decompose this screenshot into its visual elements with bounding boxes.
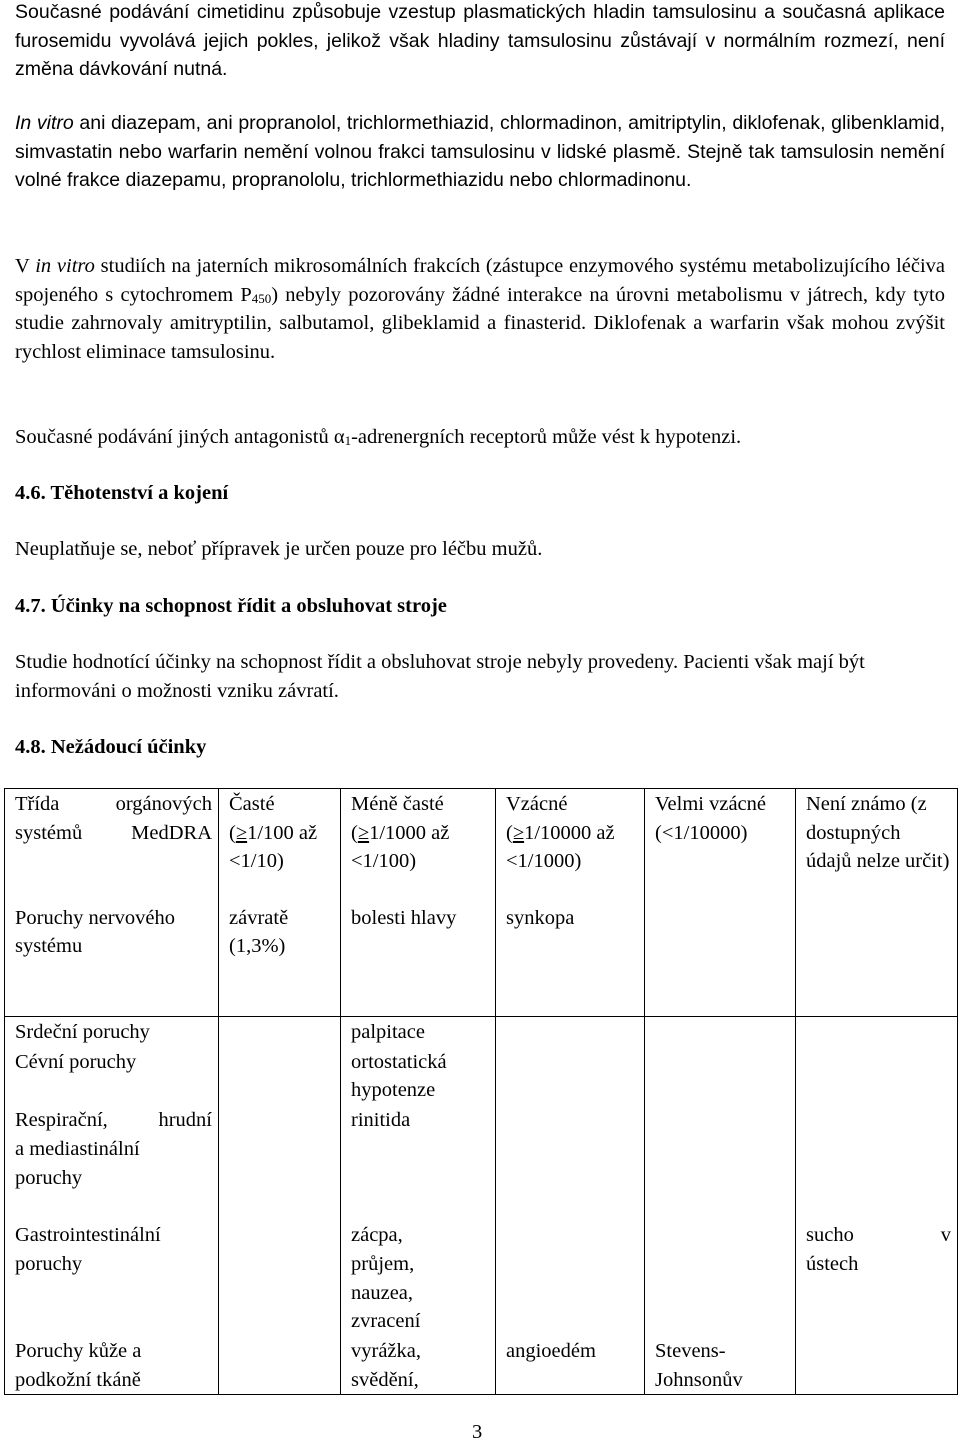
paragraph-microsomal bbox=[15, 252, 945, 367]
table-row bbox=[5, 903, 958, 1017]
cell-empty bbox=[219, 1336, 341, 1395]
ge-symbol: ≥ bbox=[512, 821, 525, 844]
cell-text: 1/1000 až <1/100) bbox=[351, 821, 450, 873]
cell-empty bbox=[219, 1017, 341, 1047]
cell-text: sucho bbox=[806, 1224, 854, 1247]
paragraph-in-vitro-binding bbox=[15, 109, 945, 195]
header-organ-class bbox=[5, 789, 219, 903]
paragraph-pregnancy: Neuplatňuje se, neboť přípravek je určen pouze pro léčbu mužů. bbox=[15, 538, 543, 560]
cell-text: 1/100 až <1/10) bbox=[229, 821, 318, 873]
section-heading-adverse-effects: 4.8. Nežádoucí účinky bbox=[15, 736, 207, 758]
cell-empty bbox=[645, 1047, 796, 1105]
paragraph-driving: Studie hodnotící účinky na schopnost řídit a obsluhovat stroje nebyly provedeny. Pacienti však mají být informováni o možnosti vzniku závratí. bbox=[15, 651, 865, 702]
header-very-rare: Velmi vzácné (<1/10000) bbox=[645, 789, 796, 903]
cell-empty bbox=[796, 1336, 958, 1395]
paragraph-text: V bbox=[15, 255, 36, 277]
cell-empty bbox=[796, 903, 958, 1017]
cell-text: 1/10000 až <1/1000) bbox=[506, 821, 615, 873]
cell-empty bbox=[496, 1220, 645, 1336]
cell-gi-uncommon: zácpa, průjem, nauzea, zvracení bbox=[341, 1220, 496, 1336]
cell-nervous-common: závratě (1,3%) bbox=[219, 903, 341, 1017]
adverse-effects-table bbox=[4, 788, 958, 1395]
cell-text: Vzácné bbox=[506, 793, 568, 815]
cell-empty bbox=[796, 1047, 958, 1105]
cell-empty bbox=[645, 903, 796, 1017]
table-row bbox=[5, 1220, 958, 1336]
paragraph-text: ani diazepam, ani propranolol, trichlormethiazid, chlormadinon, amitriptylin, diklofenak, glibenklamid, simvastatin nebo warfarin nemění volnou frakci tamsulosinu v lidské plasmě. Stejně tak tamsulosin nemění volné frakce diazepamu, propranololu, trichlormethiazidu nebo chlormadinonu. bbox=[15, 112, 945, 192]
cell-text: Méně časté bbox=[351, 793, 444, 815]
subscript: 450 bbox=[251, 290, 272, 306]
table-row bbox=[5, 1105, 958, 1220]
cell-empty bbox=[645, 1220, 796, 1336]
cell-vascular-uncommon: ortostatická hypotenze bbox=[341, 1047, 496, 1105]
paragraph-text: ) nebyly pozorovány žádné interakce na úrovni metabolismu v játrech, kdy tyto studie zahrnovaly amitryptilin, salbutamol, glibeklamid a finasterid. Diklofenak a warfarin však mohou zvýšit rychlost eliminace tamsulosinu. bbox=[15, 283, 945, 364]
table-row bbox=[5, 1336, 958, 1395]
cell-empty bbox=[645, 1105, 796, 1220]
cell-first-line bbox=[15, 1106, 212, 1135]
cell-empty bbox=[796, 1105, 958, 1220]
cell-nervous-uncommon: bolesti hlavy bbox=[341, 903, 496, 1017]
cell-text: Časté bbox=[229, 793, 275, 815]
header-rare: Vzácné (≥1/10000 až <1/1000) bbox=[496, 789, 645, 903]
cell-skin-very-rare: Stevens-Johnsonův bbox=[645, 1336, 796, 1395]
cell-text: v bbox=[940, 1224, 951, 1247]
cell-text: Třída orgánových systémů MedDRA bbox=[15, 793, 212, 844]
cell-cardiac: Srdeční poruchy bbox=[5, 1017, 219, 1047]
table-row bbox=[5, 1047, 958, 1105]
cell-empty bbox=[496, 1017, 645, 1047]
header-not-known: Není známo (z dostupných údajů nelze určit) bbox=[796, 789, 958, 903]
ge-symbol: ≥ bbox=[235, 821, 248, 844]
cell-empty bbox=[496, 1047, 645, 1105]
italic-in-vitro: in vitro bbox=[35, 255, 95, 277]
cell-text: a mediastinální poruchy bbox=[15, 1137, 140, 1189]
cell-empty bbox=[796, 1017, 958, 1047]
cell-respiratory-uncommon: rinitida bbox=[341, 1105, 496, 1220]
cell-skin-rare: angioedém bbox=[496, 1336, 645, 1395]
cell-gastrointestinal: Gastrointestinální poruchy bbox=[5, 1220, 219, 1336]
cell-text: ústech bbox=[806, 1252, 859, 1275]
cell-skin-uncommon: vyrážka, svědění, bbox=[341, 1336, 496, 1395]
paragraph-text: studiích na jaterních mikrosomálních frakcích (zástupce enzymového systému metabolizujícího léčiva spojeného s cytochromem P bbox=[15, 255, 946, 306]
cell-cardiac-uncommon: palpitace bbox=[341, 1017, 496, 1047]
italic-in-vitro: In vitro bbox=[15, 112, 74, 134]
ge-symbol: ≥ bbox=[357, 821, 370, 844]
subscript: 1 bbox=[344, 433, 352, 448]
cell-empty bbox=[219, 1047, 341, 1105]
cell-empty bbox=[219, 1220, 341, 1336]
paragraph-cimetidine: Současné podávání cimetidinu způsobuje vzestup plasmatických hladin tamsulosinu a současná aplikace furosemidu vyvolává jejich pokles, jelikož však hladiny tamsulosinu zůstávají v normálním rozmezí, není změna dávkování nutná. bbox=[15, 1, 945, 81]
cell-respiratory bbox=[5, 1105, 219, 1220]
paragraph-text: -adrenergních receptorů může vést k hypotenzi. bbox=[351, 426, 742, 448]
header-uncommon: Méně časté (≥1/1000 až <1/100) bbox=[341, 789, 496, 903]
page-number: 3 bbox=[472, 1421, 483, 1443]
cell-empty bbox=[219, 1105, 341, 1220]
section-heading-driving: 4.7. Účinky na schopnost řídit a obsluhovat stroje bbox=[15, 595, 447, 617]
cell-text: Respirační, bbox=[15, 1109, 108, 1132]
table-row bbox=[5, 1017, 958, 1047]
cell-skin: Poruchy kůže a podkožní tkáně bbox=[5, 1336, 219, 1395]
cell-nervous: Poruchy nervového systému bbox=[5, 903, 219, 1017]
cell-empty bbox=[645, 1017, 796, 1047]
cell-nervous-rare: synkopa bbox=[496, 903, 645, 1017]
cell-gi-not-known bbox=[796, 1220, 958, 1336]
cell-empty bbox=[496, 1105, 645, 1220]
cell-vascular: Cévní poruchy bbox=[5, 1047, 219, 1105]
cell-text: hrudní bbox=[158, 1109, 212, 1132]
table-header-row bbox=[5, 789, 958, 903]
cell-first-line bbox=[806, 1221, 951, 1250]
paragraph-text: Současné podávání jiných antagonistů α bbox=[15, 426, 345, 448]
section-heading-pregnancy: 4.6. Těhotenství a kojení bbox=[15, 482, 229, 504]
header-common: Časté (≥1/100 až <1/10) bbox=[219, 789, 341, 903]
paragraph-alpha-antagonists bbox=[15, 423, 945, 452]
